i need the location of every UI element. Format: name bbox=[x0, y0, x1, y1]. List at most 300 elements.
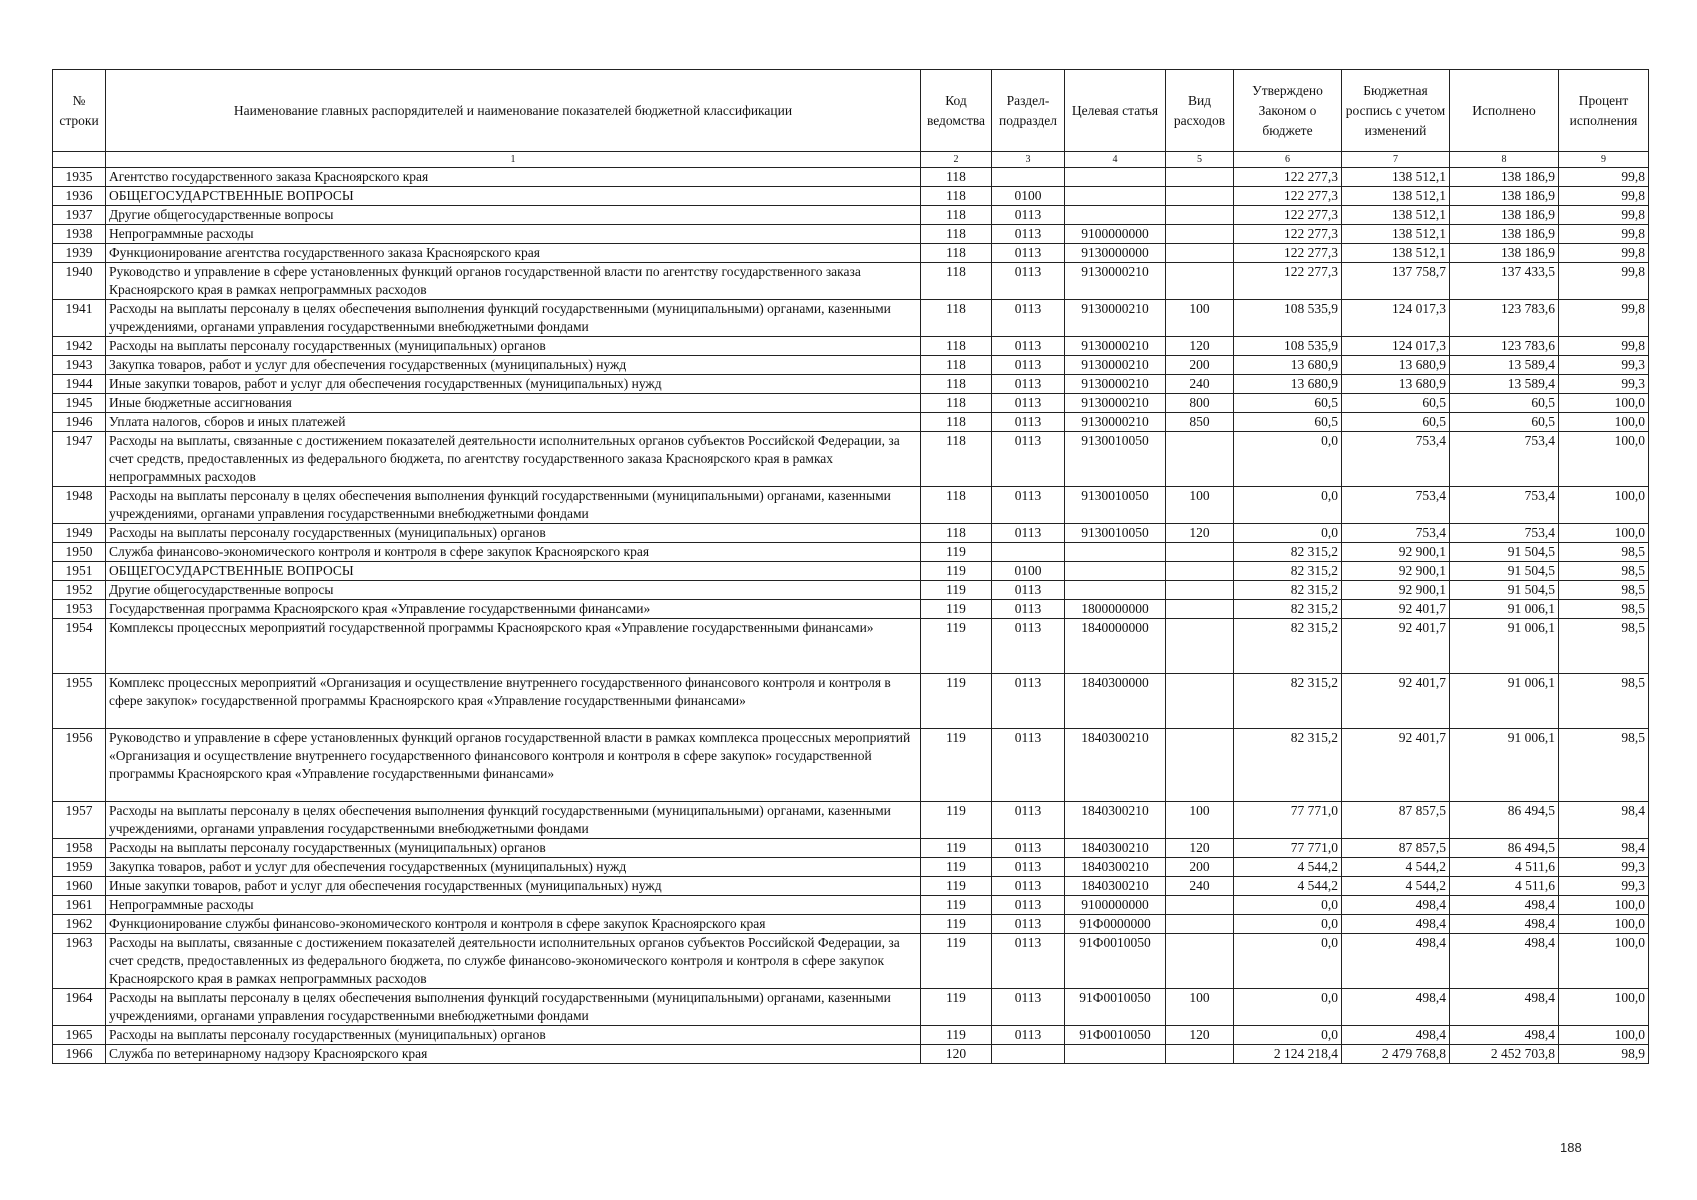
budget-list-amount-cell: 138 512,1 bbox=[1342, 206, 1450, 225]
row-number-cell: 1939 bbox=[53, 244, 106, 263]
section-code-cell: 0113 bbox=[992, 300, 1065, 337]
approved-amount-cell: 82 315,2 bbox=[1234, 619, 1342, 674]
approved-amount-cell: 0,0 bbox=[1234, 934, 1342, 989]
percent-cell: 99,3 bbox=[1559, 375, 1649, 394]
section-code-cell: 0113 bbox=[992, 375, 1065, 394]
percent-cell: 98,5 bbox=[1559, 619, 1649, 674]
table-row bbox=[53, 225, 1649, 244]
row-number-cell: 1936 bbox=[53, 187, 106, 206]
target-item-cell: 9130010050 bbox=[1065, 487, 1166, 524]
target-item-cell: 9100000000 bbox=[1065, 896, 1166, 915]
executed-amount-cell: 498,4 bbox=[1450, 934, 1559, 989]
expense-type-cell bbox=[1166, 562, 1234, 581]
column-number: 4 bbox=[1065, 152, 1166, 168]
budget-list-amount-cell: 92 900,1 bbox=[1342, 581, 1450, 600]
section-code-cell: 0113 bbox=[992, 1026, 1065, 1045]
budget-list-amount-cell: 124 017,3 bbox=[1342, 337, 1450, 356]
target-item-cell: 9130000210 bbox=[1065, 413, 1166, 432]
table-row bbox=[53, 375, 1649, 394]
expense-type-cell: 100 bbox=[1166, 989, 1234, 1026]
percent-cell: 98,5 bbox=[1559, 729, 1649, 802]
executed-amount-cell: 91 006,1 bbox=[1450, 619, 1559, 674]
expense-type-cell bbox=[1166, 543, 1234, 562]
department-code-cell: 119 bbox=[921, 915, 992, 934]
budget-list-amount-cell: 92 401,7 bbox=[1342, 619, 1450, 674]
department-code-cell: 119 bbox=[921, 858, 992, 877]
department-code-cell: 119 bbox=[921, 877, 992, 896]
approved-amount-cell: 0,0 bbox=[1234, 915, 1342, 934]
column-number: 9 bbox=[1559, 152, 1649, 168]
item-name-cell: ОБЩЕГОСУДАРСТВЕННЫЕ ВОПРОСЫ bbox=[106, 562, 921, 581]
percent-cell: 100,0 bbox=[1559, 432, 1649, 487]
executed-amount-cell: 13 589,4 bbox=[1450, 375, 1559, 394]
expense-type-cell: 100 bbox=[1166, 487, 1234, 524]
approved-amount-cell: 122 277,3 bbox=[1234, 187, 1342, 206]
section-code-cell: 0113 bbox=[992, 839, 1065, 858]
table-row bbox=[53, 562, 1649, 581]
target-item-cell: 9130010050 bbox=[1065, 524, 1166, 543]
target-item-cell: 9130000210 bbox=[1065, 356, 1166, 375]
column-number: 7 bbox=[1342, 152, 1450, 168]
budget-list-amount-cell: 92 401,7 bbox=[1342, 600, 1450, 619]
item-name-cell: Служба по ветеринарному надзору Красноярского края bbox=[106, 1045, 921, 1064]
budget-list-amount-cell: 92 401,7 bbox=[1342, 674, 1450, 729]
section-code-cell: 0100 bbox=[992, 562, 1065, 581]
approved-amount-cell: 122 277,3 bbox=[1234, 263, 1342, 300]
row-number-cell: 1953 bbox=[53, 600, 106, 619]
row-number-cell: 1964 bbox=[53, 989, 106, 1026]
table-row bbox=[53, 802, 1649, 839]
budget-list-amount-cell: 4 544,2 bbox=[1342, 877, 1450, 896]
approved-amount-cell: 2 124 218,4 bbox=[1234, 1045, 1342, 1064]
header-section: Раздел-подраздел bbox=[992, 70, 1065, 152]
budget-list-amount-cell: 87 857,5 bbox=[1342, 839, 1450, 858]
expense-type-cell bbox=[1166, 187, 1234, 206]
target-item-cell: 9130000210 bbox=[1065, 263, 1166, 300]
executed-amount-cell: 91 006,1 bbox=[1450, 600, 1559, 619]
row-number-cell: 1966 bbox=[53, 1045, 106, 1064]
section-code-cell: 0113 bbox=[992, 413, 1065, 432]
percent-cell: 99,8 bbox=[1559, 244, 1649, 263]
item-name-cell: Расходы на выплаты персоналу в целях обеспечения выполнения функций государственными (муниципальными) органами, казенными учреждениями, органами управления государственными внебюджетными фондами bbox=[106, 300, 921, 337]
approved-amount-cell: 0,0 bbox=[1234, 524, 1342, 543]
section-code-cell: 0113 bbox=[992, 225, 1065, 244]
row-number-cell: 1955 bbox=[53, 674, 106, 729]
target-item-cell bbox=[1065, 168, 1166, 187]
approved-amount-cell: 82 315,2 bbox=[1234, 562, 1342, 581]
executed-amount-cell: 138 186,9 bbox=[1450, 244, 1559, 263]
section-code-cell: 0113 bbox=[992, 858, 1065, 877]
target-item-cell: 9130000000 bbox=[1065, 244, 1166, 263]
column-number: 6 bbox=[1234, 152, 1342, 168]
header-percent: Процент исполнения bbox=[1559, 70, 1649, 152]
table-row bbox=[53, 356, 1649, 375]
approved-amount-cell: 0,0 bbox=[1234, 896, 1342, 915]
section-code-cell: 0113 bbox=[992, 487, 1065, 524]
table-row bbox=[53, 896, 1649, 915]
executed-amount-cell: 123 783,6 bbox=[1450, 337, 1559, 356]
executed-amount-cell: 91 504,5 bbox=[1450, 543, 1559, 562]
item-name-cell: Руководство и управление в сфере установленных функций органов государственной власти в рамках комплекса процессных мероприятий «Организация и осуществление внутреннего государственного финансового контроля и контроля в сфере закупок» государственной программы Красноярского края «Управление государственными финансами» bbox=[106, 729, 921, 802]
budget-list-amount-cell: 137 758,7 bbox=[1342, 263, 1450, 300]
target-item-cell: 9130000210 bbox=[1065, 337, 1166, 356]
item-name-cell: Руководство и управление в сфере установленных функций органов государственной власти по агентству государственного заказа Красноярского края в рамках непрограммных расходов bbox=[106, 263, 921, 300]
section-code-cell: 0113 bbox=[992, 263, 1065, 300]
item-name-cell: Расходы на выплаты персоналу в целях обеспечения выполнения функций государственными (муниципальными) органами, казенными учреждениями, органами управления государственными внебюджетными фондами bbox=[106, 989, 921, 1026]
target-item-cell: 1840300210 bbox=[1065, 858, 1166, 877]
table-row bbox=[53, 989, 1649, 1026]
budget-list-amount-cell: 92 900,1 bbox=[1342, 543, 1450, 562]
row-number-cell: 1941 bbox=[53, 300, 106, 337]
section-code-cell: 0113 bbox=[992, 394, 1065, 413]
percent-cell: 100,0 bbox=[1559, 896, 1649, 915]
approved-amount-cell: 13 680,9 bbox=[1234, 356, 1342, 375]
department-code-cell: 118 bbox=[921, 394, 992, 413]
row-number-cell: 1958 bbox=[53, 839, 106, 858]
executed-amount-cell: 138 186,9 bbox=[1450, 225, 1559, 244]
item-name-cell: Расходы на выплаты персоналу государственных (муниципальных) органов bbox=[106, 1026, 921, 1045]
executed-amount-cell: 498,4 bbox=[1450, 896, 1559, 915]
budget-list-amount-cell: 753,4 bbox=[1342, 524, 1450, 543]
executed-amount-cell: 91 006,1 bbox=[1450, 729, 1559, 802]
row-number-cell: 1954 bbox=[53, 619, 106, 674]
item-name-cell: Расходы на выплаты, связанные с достижением показателей деятельности исполнительных органов субъектов Российской Федерации, за счет средств, предоставленных из федерального бюджета, по службе финансово-экономического контроля и контроля в сфере закупок Красноярского края в рамках непрограммных расходов bbox=[106, 934, 921, 989]
budget-list-amount-cell: 498,4 bbox=[1342, 1026, 1450, 1045]
percent-cell: 100,0 bbox=[1559, 989, 1649, 1026]
table-row bbox=[53, 1026, 1649, 1045]
table-row bbox=[53, 543, 1649, 562]
row-number-cell: 1945 bbox=[53, 394, 106, 413]
approved-amount-cell: 122 277,3 bbox=[1234, 225, 1342, 244]
item-name-cell: Комплекс процессных мероприятий «Организация и осуществление внутреннего государственного финансового контроля и контроля в сфере закупок» государственной программы Красноярского края «Управление государственными финансами» bbox=[106, 674, 921, 729]
table-row bbox=[53, 1045, 1649, 1064]
department-code-cell: 118 bbox=[921, 413, 992, 432]
budget-list-amount-cell: 138 512,1 bbox=[1342, 244, 1450, 263]
department-code-cell: 118 bbox=[921, 356, 992, 375]
section-code-cell: 0113 bbox=[992, 934, 1065, 989]
table-row bbox=[53, 263, 1649, 300]
approved-amount-cell: 82 315,2 bbox=[1234, 674, 1342, 729]
table-row bbox=[53, 581, 1649, 600]
target-item-cell: 1840300000 bbox=[1065, 674, 1166, 729]
section-code-cell: 0113 bbox=[992, 619, 1065, 674]
column-number bbox=[53, 152, 106, 168]
target-item-cell: 1800000000 bbox=[1065, 600, 1166, 619]
table-row bbox=[53, 413, 1649, 432]
department-code-cell: 118 bbox=[921, 225, 992, 244]
target-item-cell: 91Ф0010050 bbox=[1065, 934, 1166, 989]
expense-type-cell bbox=[1166, 619, 1234, 674]
row-number-cell: 1962 bbox=[53, 915, 106, 934]
percent-cell: 98,5 bbox=[1559, 562, 1649, 581]
table-row bbox=[53, 337, 1649, 356]
header-name: Наименование главных распорядителей и наименование показателей бюджетной классификации bbox=[106, 70, 921, 152]
approved-amount-cell: 4 544,2 bbox=[1234, 858, 1342, 877]
executed-amount-cell: 91 504,5 bbox=[1450, 581, 1559, 600]
percent-cell: 99,8 bbox=[1559, 168, 1649, 187]
header-budget-list: Бюджетная роспись с учетом изменений bbox=[1342, 70, 1450, 152]
target-item-cell: 1840000000 bbox=[1065, 619, 1166, 674]
approved-amount-cell: 13 680,9 bbox=[1234, 375, 1342, 394]
section-code-cell: 0113 bbox=[992, 581, 1065, 600]
expense-type-cell bbox=[1166, 896, 1234, 915]
budget-list-amount-cell: 92 401,7 bbox=[1342, 729, 1450, 802]
target-item-cell: 91Ф0010050 bbox=[1065, 1026, 1166, 1045]
approved-amount-cell: 77 771,0 bbox=[1234, 839, 1342, 858]
target-item-cell: 9130000210 bbox=[1065, 300, 1166, 337]
executed-amount-cell: 138 186,9 bbox=[1450, 168, 1559, 187]
item-name-cell: Расходы на выплаты персоналу в целях обеспечения выполнения функций государственными (муниципальными) органами, казенными учреждениями, органами управления государственными внебюджетными фондами bbox=[106, 487, 921, 524]
approved-amount-cell: 82 315,2 bbox=[1234, 729, 1342, 802]
expense-type-cell bbox=[1166, 729, 1234, 802]
expense-type-cell: 120 bbox=[1166, 839, 1234, 858]
target-item-cell bbox=[1065, 562, 1166, 581]
target-item-cell: 9130010050 bbox=[1065, 432, 1166, 487]
department-code-cell: 119 bbox=[921, 896, 992, 915]
section-code-cell: 0113 bbox=[992, 989, 1065, 1026]
department-code-cell: 119 bbox=[921, 839, 992, 858]
budget-list-amount-cell: 92 900,1 bbox=[1342, 562, 1450, 581]
department-code-cell: 118 bbox=[921, 375, 992, 394]
header-expense-type: Вид расходов bbox=[1166, 70, 1234, 152]
section-code-cell: 0113 bbox=[992, 337, 1065, 356]
section-code-cell: 0113 bbox=[992, 729, 1065, 802]
percent-cell: 99,3 bbox=[1559, 356, 1649, 375]
approved-amount-cell: 82 315,2 bbox=[1234, 543, 1342, 562]
budget-list-amount-cell: 498,4 bbox=[1342, 896, 1450, 915]
department-code-cell: 118 bbox=[921, 263, 992, 300]
approved-amount-cell: 0,0 bbox=[1234, 432, 1342, 487]
section-code-cell: 0113 bbox=[992, 896, 1065, 915]
percent-cell: 98,9 bbox=[1559, 1045, 1649, 1064]
expense-type-cell: 850 bbox=[1166, 413, 1234, 432]
row-number-cell: 1961 bbox=[53, 896, 106, 915]
budget-list-amount-cell: 138 512,1 bbox=[1342, 225, 1450, 244]
executed-amount-cell: 60,5 bbox=[1450, 394, 1559, 413]
expense-type-cell: 100 bbox=[1166, 802, 1234, 839]
executed-amount-cell: 91 504,5 bbox=[1450, 562, 1559, 581]
percent-cell: 99,8 bbox=[1559, 337, 1649, 356]
header-executed: Исполнено bbox=[1450, 70, 1559, 152]
percent-cell: 100,0 bbox=[1559, 394, 1649, 413]
expense-type-cell: 240 bbox=[1166, 375, 1234, 394]
table-row bbox=[53, 877, 1649, 896]
executed-amount-cell: 498,4 bbox=[1450, 1026, 1559, 1045]
department-code-cell: 119 bbox=[921, 729, 992, 802]
table-row bbox=[53, 244, 1649, 263]
table-row bbox=[53, 394, 1649, 413]
target-item-cell bbox=[1065, 1045, 1166, 1064]
row-number-cell: 1948 bbox=[53, 487, 106, 524]
approved-amount-cell: 4 544,2 bbox=[1234, 877, 1342, 896]
approved-amount-cell: 122 277,3 bbox=[1234, 244, 1342, 263]
budget-list-amount-cell: 13 680,9 bbox=[1342, 356, 1450, 375]
department-code-cell: 118 bbox=[921, 244, 992, 263]
row-number-cell: 1942 bbox=[53, 337, 106, 356]
target-item-cell: 9100000000 bbox=[1065, 225, 1166, 244]
target-item-cell: 1840300210 bbox=[1065, 839, 1166, 858]
table-row bbox=[53, 934, 1649, 989]
expense-type-cell: 200 bbox=[1166, 858, 1234, 877]
executed-amount-cell: 86 494,5 bbox=[1450, 802, 1559, 839]
page-number: 188 bbox=[1560, 1140, 1582, 1155]
approved-amount-cell: 0,0 bbox=[1234, 1026, 1342, 1045]
budget-list-amount-cell: 13 680,9 bbox=[1342, 375, 1450, 394]
percent-cell: 98,4 bbox=[1559, 802, 1649, 839]
item-name-cell: Комплексы процессных мероприятий государственной программы Красноярского края «Управление государственными финансами» bbox=[106, 619, 921, 674]
table-row bbox=[53, 858, 1649, 877]
row-number-cell: 1946 bbox=[53, 413, 106, 432]
header-department-code: Код ведомства bbox=[921, 70, 992, 152]
item-name-cell: Иные закупки товаров, работ и услуг для обеспечения государственных (муниципальных) нужд bbox=[106, 375, 921, 394]
target-item-cell: 9130000210 bbox=[1065, 394, 1166, 413]
item-name-cell: Иные закупки товаров, работ и услуг для обеспечения государственных (муниципальных) нужд bbox=[106, 877, 921, 896]
table-row bbox=[53, 729, 1649, 802]
section-code-cell: 0113 bbox=[992, 674, 1065, 729]
row-number-cell: 1957 bbox=[53, 802, 106, 839]
executed-amount-cell: 753,4 bbox=[1450, 432, 1559, 487]
item-name-cell: Расходы на выплаты персоналу в целях обеспечения выполнения функций государственными (муниципальными) органами, казенными учреждениями, органами управления государственными внебюджетными фондами bbox=[106, 802, 921, 839]
percent-cell: 98,5 bbox=[1559, 600, 1649, 619]
department-code-cell: 119 bbox=[921, 619, 992, 674]
expense-type-cell: 120 bbox=[1166, 524, 1234, 543]
department-code-cell: 118 bbox=[921, 300, 992, 337]
row-number-cell: 1947 bbox=[53, 432, 106, 487]
department-code-cell: 120 bbox=[921, 1045, 992, 1064]
section-code-cell: 0100 bbox=[992, 187, 1065, 206]
expense-type-cell bbox=[1166, 1045, 1234, 1064]
header-row bbox=[53, 70, 1649, 152]
percent-cell: 98,5 bbox=[1559, 581, 1649, 600]
item-name-cell: Непрограммные расходы bbox=[106, 225, 921, 244]
approved-amount-cell: 82 315,2 bbox=[1234, 600, 1342, 619]
item-name-cell: Служба финансово-экономического контроля и контроля в сфере закупок Красноярского края bbox=[106, 543, 921, 562]
header-target-item: Целевая статья bbox=[1065, 70, 1166, 152]
expense-type-cell bbox=[1166, 206, 1234, 225]
table-row bbox=[53, 432, 1649, 487]
expense-type-cell: 240 bbox=[1166, 877, 1234, 896]
target-item-cell: 1840300210 bbox=[1065, 877, 1166, 896]
header-row-number: № строки bbox=[53, 70, 106, 152]
table-row bbox=[53, 187, 1649, 206]
row-number-cell: 1938 bbox=[53, 225, 106, 244]
percent-cell: 99,8 bbox=[1559, 206, 1649, 225]
percent-cell: 100,0 bbox=[1559, 1026, 1649, 1045]
approved-amount-cell: 108 535,9 bbox=[1234, 337, 1342, 356]
department-code-cell: 119 bbox=[921, 543, 992, 562]
target-item-cell: 1840300210 bbox=[1065, 729, 1166, 802]
item-name-cell: Расходы на выплаты персоналу государственных (муниципальных) органов bbox=[106, 337, 921, 356]
department-code-cell: 119 bbox=[921, 989, 992, 1026]
target-item-cell: 1840300210 bbox=[1065, 802, 1166, 839]
row-number-cell: 1950 bbox=[53, 543, 106, 562]
section-code-cell: 0113 bbox=[992, 915, 1065, 934]
executed-amount-cell: 4 511,6 bbox=[1450, 858, 1559, 877]
budget-list-amount-cell: 753,4 bbox=[1342, 487, 1450, 524]
section-code-cell: 0113 bbox=[992, 802, 1065, 839]
budget-list-amount-cell: 2 479 768,8 bbox=[1342, 1045, 1450, 1064]
executed-amount-cell: 138 186,9 bbox=[1450, 206, 1559, 225]
column-number: 2 bbox=[921, 152, 992, 168]
table-row bbox=[53, 619, 1649, 674]
expense-type-cell bbox=[1166, 432, 1234, 487]
expense-type-cell bbox=[1166, 600, 1234, 619]
department-code-cell: 118 bbox=[921, 206, 992, 225]
table-row bbox=[53, 839, 1649, 858]
expense-type-cell bbox=[1166, 168, 1234, 187]
table-row bbox=[53, 915, 1649, 934]
section-code-cell bbox=[992, 1045, 1065, 1064]
section-code-cell: 0113 bbox=[992, 524, 1065, 543]
expense-type-cell bbox=[1166, 225, 1234, 244]
budget-list-amount-cell: 4 544,2 bbox=[1342, 858, 1450, 877]
section-code-cell: 0113 bbox=[992, 206, 1065, 225]
item-name-cell: Государственная программа Красноярского края «Управление государственными финансами» bbox=[106, 600, 921, 619]
budget-list-amount-cell: 60,5 bbox=[1342, 413, 1450, 432]
target-item-cell bbox=[1065, 187, 1166, 206]
budget-list-amount-cell: 498,4 bbox=[1342, 989, 1450, 1026]
department-code-cell: 119 bbox=[921, 934, 992, 989]
approved-amount-cell: 82 315,2 bbox=[1234, 581, 1342, 600]
executed-amount-cell: 4 511,6 bbox=[1450, 877, 1559, 896]
row-number-cell: 1951 bbox=[53, 562, 106, 581]
table-row bbox=[53, 487, 1649, 524]
item-name-cell: Непрограммные расходы bbox=[106, 896, 921, 915]
column-number: 3 bbox=[992, 152, 1065, 168]
budget-list-amount-cell: 124 017,3 bbox=[1342, 300, 1450, 337]
percent-cell: 100,0 bbox=[1559, 413, 1649, 432]
percent-cell: 99,8 bbox=[1559, 300, 1649, 337]
row-number-cell: 1940 bbox=[53, 263, 106, 300]
executed-amount-cell: 498,4 bbox=[1450, 989, 1559, 1026]
expense-type-cell bbox=[1166, 244, 1234, 263]
executed-amount-cell: 60,5 bbox=[1450, 413, 1559, 432]
budget-list-amount-cell: 498,4 bbox=[1342, 915, 1450, 934]
percent-cell: 100,0 bbox=[1559, 915, 1649, 934]
approved-amount-cell: 77 771,0 bbox=[1234, 802, 1342, 839]
expense-type-cell: 120 bbox=[1166, 337, 1234, 356]
item-name-cell: Функционирование службы финансово-экономического контроля и контроля в сфере закупок Красноярского края bbox=[106, 915, 921, 934]
section-code-cell: 0113 bbox=[992, 432, 1065, 487]
section-code-cell bbox=[992, 168, 1065, 187]
item-name-cell: Расходы на выплаты персоналу государственных (муниципальных) органов bbox=[106, 839, 921, 858]
percent-cell: 100,0 bbox=[1559, 487, 1649, 524]
approved-amount-cell: 0,0 bbox=[1234, 487, 1342, 524]
executed-amount-cell: 498,4 bbox=[1450, 915, 1559, 934]
target-item-cell: 91Ф0000000 bbox=[1065, 915, 1166, 934]
expense-type-cell bbox=[1166, 263, 1234, 300]
target-item-cell bbox=[1065, 581, 1166, 600]
column-number: 5 bbox=[1166, 152, 1234, 168]
table-header bbox=[53, 70, 1649, 168]
percent-cell: 98,5 bbox=[1559, 543, 1649, 562]
row-number-cell: 1960 bbox=[53, 877, 106, 896]
executed-amount-cell: 123 783,6 bbox=[1450, 300, 1559, 337]
approved-amount-cell: 122 277,3 bbox=[1234, 168, 1342, 187]
item-name-cell: Агентство государственного заказа Красноярского края bbox=[106, 168, 921, 187]
department-code-cell: 118 bbox=[921, 524, 992, 543]
department-code-cell: 119 bbox=[921, 562, 992, 581]
executed-amount-cell: 91 006,1 bbox=[1450, 674, 1559, 729]
approved-amount-cell: 60,5 bbox=[1234, 413, 1342, 432]
expense-type-cell: 100 bbox=[1166, 300, 1234, 337]
item-name-cell: Уплата налогов, сборов и иных платежей bbox=[106, 413, 921, 432]
executed-amount-cell: 86 494,5 bbox=[1450, 839, 1559, 858]
budget-list-amount-cell: 498,4 bbox=[1342, 934, 1450, 989]
section-code-cell bbox=[992, 543, 1065, 562]
department-code-cell: 118 bbox=[921, 487, 992, 524]
department-code-cell: 119 bbox=[921, 581, 992, 600]
